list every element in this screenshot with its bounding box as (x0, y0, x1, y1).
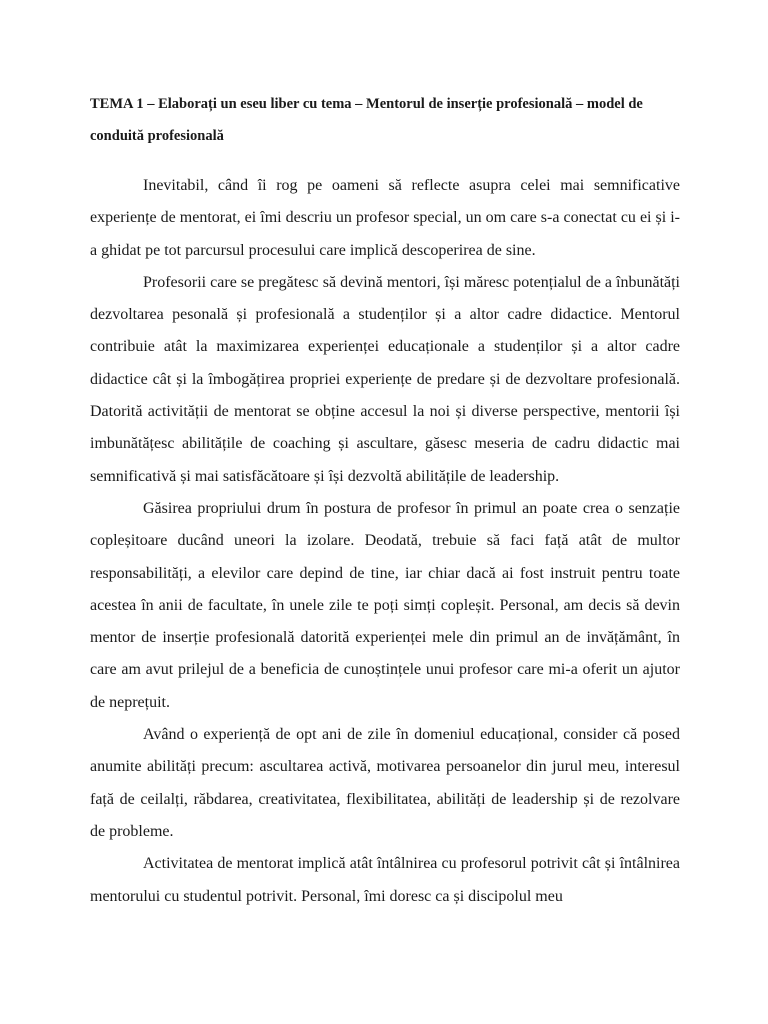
essay-title: TEMA 1 – Elaborați un eseu liber cu tema – Mentorul de inserție profesională – model de conduită profesională (90, 96, 643, 144)
paragraph-1: Inevitabil, când îi rog pe oameni să reflecte asupra celei mai semnificative experiențe de mentorat, ei îmi descriu un profesor special, un om care s-a conectat cu ei și i-a ghidat pe tot parcursul procesului care implică descoperirea de sine. (90, 177, 680, 259)
paragraph-3: Găsirea propriului drum în postura de profesor în primul an poate crea o senzație copleșitoare ducând uneori la izolare. Deodată, trebuie să faci față atât de multor responsabilități, a elevilor care depind de tine, iar chiar dacă ai fost instruit pentru toate acestea în anii de facultate, în unele zile te poți simți copleșit. Personal, am decis să devin mentor de inserție profesională datorită experienței mele din primul an de invățământ, în care am avut prilejul de a beneficia de cunoștințele unui profesor care mi-a oferit un ajutor de neprețuit. (90, 499, 680, 711)
paragraph-4: Având o experiență de opt ani de zile în domeniul educațional, consider că posed anumite abilități precum: ascultarea activă, motivarea persoanelor din jurul meu, interesul față de ceilalți, răbdarea, creativitatea, flexibilitatea, abilități de leadership și de rezolvare de probleme. (90, 726, 680, 840)
essay-body (90, 170, 680, 913)
paragraph-5: Activitatea de mentorat implică atât întâlnirea cu profesorul potrivit cât și întâlnirea mentorului cu studentul potrivit. Personal, îmi doresc ca și discipolul meu (90, 855, 680, 905)
paragraph-2: Profesorii care se pregătesc să devină mentori, își măresc potențialul de a înbunătăți dezvoltarea pesonală și profesională a studenților și a altor cadre didactice. Mentorul contribuie atât la maximizarea experienței educaționale a studenților și a altor cadre didactice cât și la îmbogățirea propriei experiențe de predare și de dezvoltare profesională. Datorită activității de mentorat se obține accesul la noi și diverse perspective, mentorii își imbunătățesc abilitățile de coaching și ascultare, găsesc meseria de cadru didactic mai semnificativă și mai satisfăcătoare și își dezvoltă abilitățile de leadership. (90, 273, 680, 485)
